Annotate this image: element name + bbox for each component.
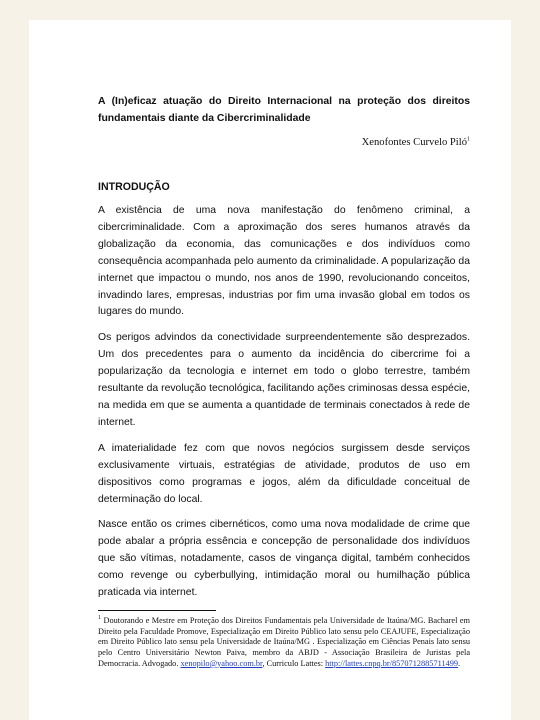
footnote-end: .: [458, 658, 461, 668]
paragraph-4: Nasce então os crimes cibernéticos, como uma nova modalidade de crime que pode abalar a própria essência e concepção de personalidade dos indivíduos que são vítimas, notadamente, casos de vingança digital, também conhecidos como revenge ou cyberbullying, intimidação moral ou humilhação pública praticada via internet.: [98, 519, 470, 599]
footnote-middle: , Curriculo Lattes:: [262, 658, 326, 668]
footnote-text: Doutorando e Mestre em Proteção dos Direitos Fundamentais pela Universidade de Itaúna/MG. Bacharel em Direito pela Faculdade Promove, Especialização em Direito Público lato sensu pelo CEAJUFE, Especialização em Direito Público lato sensu pela Universidade de Itaúna/MG . Especialização em Ciências Penais lato sensu pelo Centro Universitário Newton Paiva, membro da ABJD - Associação Brasileira de Juristas pela Democracia. Advogado.: [98, 615, 470, 668]
author-line: [98, 136, 470, 150]
author-name: Xenofontes Curvelo Piló: [361, 137, 467, 148]
section-heading: INTRODUÇÃO: [98, 181, 170, 193]
document-title: A (In)eficaz atuação do Direito Internacional na proteção dos direitos fundamentais diante da Cibercriminalidade: [98, 96, 470, 124]
footnote-marker: 1: [98, 615, 101, 622]
footnote-separator: [98, 610, 216, 611]
email-link[interactable]: xenopilo@yahoo.com.br: [180, 658, 263, 668]
author-footnote-marker[interactable]: 1: [467, 136, 470, 143]
paragraph-1: A existência de uma nova manifestação do fenômeno criminal, a cibercriminalidade. Com a aproximação dos seres humanos através da globalização da economia, das comunicações e dos indivíduos como consequência acompanhada pelo aumento da criminalidade. A popularização da internet que impactou o mundo, nos anos de 1990, revolucionando conceitos, invadindo lares, empresas, industrias por fim uma invasão global em todos os lugares do mundo.: [98, 205, 470, 318]
lattes-link[interactable]: http://lattes.cnpq.br/8570712885711499: [325, 658, 459, 668]
paragraph-2: Os perigos advindos da conectividade surpreendentemente são desprezados. Um dos precedentes para o aumento da incidência do cibercrime foi a popularização da tecnologia e internet em todo o globo terrestre, também resultante da revolução tecnológica, facilitando ações criminosas dessa espécie, na medida em que se aumenta a quantidade de terminais conectados à rede de internet.: [98, 332, 470, 428]
document-content: [98, 93, 470, 669]
footnote: [98, 616, 470, 670]
document-page: [29, 20, 511, 720]
paragraph-3: A imaterialidade fez com que novos negócios surgissem desde serviços exclusivamente virtuais, estratégias de atividade, produtos de uso em dispositivos como programas e jogos, além da dificuldade conceitual de determinação do local.: [98, 442, 470, 505]
